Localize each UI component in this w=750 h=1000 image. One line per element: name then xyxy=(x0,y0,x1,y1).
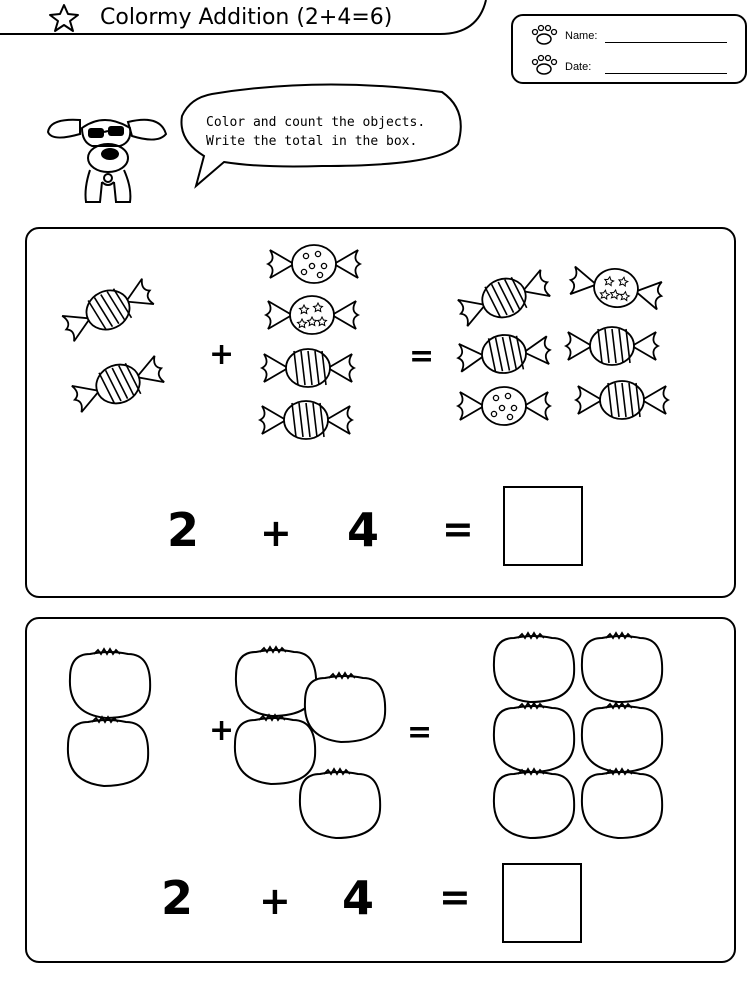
equation-plus: + xyxy=(259,879,291,923)
addend-a: 2 xyxy=(161,871,194,925)
tomato-icon xyxy=(494,703,574,772)
tomato-icon xyxy=(68,717,148,786)
candy-icon xyxy=(68,350,167,417)
candy-icon xyxy=(268,245,360,283)
tomato-icon xyxy=(300,769,380,838)
candy-icon xyxy=(567,261,664,314)
instruction-line-1: Color and count the objects. xyxy=(206,115,426,130)
addend-a: 2 xyxy=(167,503,200,557)
equation-equals: = xyxy=(442,507,474,551)
equals-sign: = xyxy=(409,339,435,374)
tomato-icon xyxy=(305,673,385,742)
tomato-icon xyxy=(582,633,662,702)
page-title: Colormy Addition (2+4=6) xyxy=(100,5,393,30)
addend-b: 4 xyxy=(342,871,375,925)
addend-b: 4 xyxy=(347,503,380,557)
candy-icon xyxy=(566,327,658,365)
date-label: Date: xyxy=(565,61,592,73)
candy-icon xyxy=(457,331,552,377)
candy-icon xyxy=(58,273,157,346)
candy-icon xyxy=(260,401,352,439)
equals-sign: = xyxy=(407,715,433,750)
instruction-line-2: Write the total in the box. xyxy=(206,134,418,149)
candy-icon xyxy=(576,381,668,419)
tomato-icon xyxy=(582,769,662,838)
tomato-icon xyxy=(494,769,574,838)
equation-plus: + xyxy=(260,511,292,555)
tomato-icon xyxy=(494,633,574,702)
candy-icon xyxy=(454,264,553,331)
tomato-icon xyxy=(70,649,150,718)
equation-equals: = xyxy=(439,875,471,919)
tomato-icon xyxy=(582,703,662,772)
name-label: Name: xyxy=(565,30,598,42)
plus-sign: + xyxy=(209,337,235,372)
candy-icon xyxy=(262,349,354,387)
candy-icon xyxy=(458,387,550,425)
plus-sign: + xyxy=(209,713,235,748)
tomato-icon xyxy=(235,715,315,784)
candy-icon xyxy=(266,296,358,334)
